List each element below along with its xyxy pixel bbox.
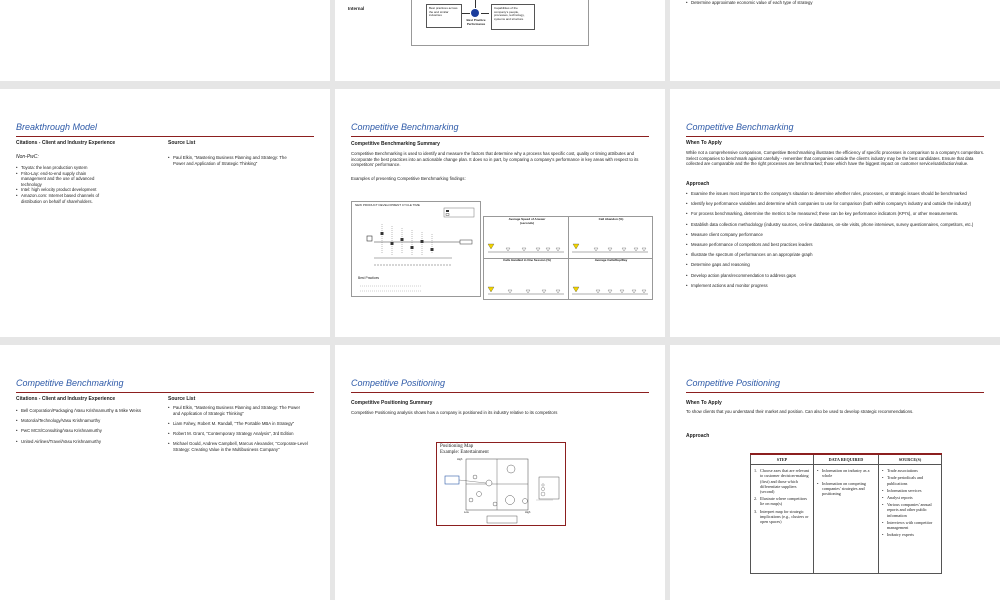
table-step: 1. Choose axes that are relevant to customer decision-making (first) and those which differentiate suppliers (second) (754, 468, 810, 495)
data-point (391, 242, 394, 245)
summary-heading: Competitive Positioning Summary (351, 400, 433, 406)
when-to-apply-text: While not a comprehensive comparison, Competitive Benchmarking illustrates the efficiency of specific processes in comparison to a company's competitors. Select companies to benchmark against carefully - remember that companies outside the client's industry may be the best candidates. Ensure that data collected are comparable and the the right processes are benchmarked; those which have the biggest impact on customer service/satisfaction/value. (686, 150, 985, 167)
slide-title: Competitive Positioning (351, 378, 446, 388)
best-practices-label: Best Practices (358, 276, 380, 280)
list-item: • Motorola/Technology/Vasu Krishnamurthy (16, 418, 144, 424)
list-item: • Measure client company performance (686, 232, 986, 238)
citations-heading: Citations - Client and Industry Experience (16, 140, 116, 146)
list-item: • Various companies' annual reports and other public information (882, 502, 938, 518)
approach-heading: Approach (686, 433, 710, 439)
y-axis-high-label: High (457, 458, 463, 461)
economic-value-bullet: • Determine approximate economic value of each type of strategy (686, 0, 986, 6)
capabilities-box: Capabilities of the company's people, processes, technology, systems and structure (491, 4, 535, 30)
map-note-box (487, 516, 517, 523)
quadrant-2-marks (572, 244, 648, 252)
list-item: • United Airlines/Travel/Vasu Krishnamurthy (16, 439, 144, 445)
list-item: • Establish data collection methodology (industry sources, on-line databases, on-site visits, phone interviews, survey questionnaires, competitors, etc.) (686, 222, 986, 228)
list-item: • Trade periodicals and publications (882, 475, 938, 485)
list-item: • Implement actions and monitor progress (686, 283, 986, 289)
positioning-map (436, 442, 566, 526)
cycle-time-chart (351, 201, 481, 297)
competitor-bubble (486, 480, 492, 486)
title-rule (351, 392, 649, 393)
list-item: • Interviews with competitor management (882, 520, 938, 530)
data-point (421, 240, 424, 243)
call-abandon-title: Call Abandon (%) (598, 217, 624, 221)
data-cell (814, 465, 879, 574)
arrow-right-icon (462, 13, 470, 14)
client-triangle-icon (488, 244, 494, 249)
citation-list (16, 408, 144, 449)
when-to-apply-text: To show clients that you understand their market and position. Can also be used to develop strategic recommendations. (686, 409, 914, 414)
source-list-heading: Source List (168, 396, 196, 402)
arrow-up-icon (475, 0, 476, 8)
title-rule (16, 136, 314, 137)
slide-title: Competitive Benchmarking (686, 122, 794, 132)
competitor-bubble (493, 502, 497, 506)
col-header-sources: SOURCE(S) (878, 454, 941, 465)
slide-positioning-summary (335, 345, 665, 600)
col-header-data: DATA REQUIRED (814, 454, 879, 465)
arrow-left-icon (481, 13, 489, 14)
list-item: • Paul Elkin, "Mastering Business Planning and Strategy: The Power and Application of Strategic Thinking" (168, 405, 308, 416)
list-item: • Develop action plans/recommendation to address gaps (686, 273, 986, 279)
list-item: • Information on competing companies' strategies and positioning (817, 481, 875, 497)
summary-paragraph: Competitive Benchmarking is used to identify and measure the factors that determine why a process has specific cost, quality or timing attributes and incorporate the best practices into an actionable change plan. It does so in part, by comparing a company's performance in key areas with respect to its competitors' performance. (351, 151, 639, 168)
call-center-marks (484, 217, 652, 299)
competitor-bubble (477, 492, 482, 497)
list-item: • Information services (882, 488, 938, 493)
map-marks (437, 443, 565, 525)
slide-top-right (670, 0, 1000, 81)
cycle-time-plot (352, 202, 480, 296)
competitor-bubble (469, 498, 473, 502)
list-item: • Information on industry as a whole (817, 468, 875, 478)
list-item: • Michael Gould, Andrew Campbell, Marcus Alexander, "Corporate-Level Strategy: Creating Value in the Multibusiness Company" (168, 441, 308, 452)
quadrant-1-marks (488, 244, 564, 252)
steps-cell (751, 465, 814, 574)
list-item: • Trade associations (882, 468, 938, 473)
list-item: • Paul Elkin, "Mastering Business Planning and Strategy: The Power and Application of Strategic Thinking" (168, 155, 288, 166)
strategy-diagram (348, 0, 589, 46)
list-item: • PwC MCS/Consulting/Vasu Krishnamurthy (16, 428, 144, 434)
approach-heading: Approach (686, 181, 710, 187)
slide-title: Breakthrough Model (16, 122, 98, 132)
slide-top-left (0, 0, 330, 81)
list-item: • Toyota: the lean production system (16, 165, 106, 171)
data-point (381, 232, 384, 235)
slide-benchmarking-summary (335, 89, 665, 337)
quadrant-4-marks (572, 287, 648, 294)
approach-table (750, 453, 942, 574)
list-item: • For process benchmarking, determine the metrics to be measured; these can be key performance indicators (KPI's), or other measurements. (686, 211, 986, 217)
calls-per-rep-title: Average Calls/Rep/Day (594, 258, 628, 262)
title-rule (16, 392, 314, 393)
list-item: • Robert M. Grant, "Contemporary Strategy Analysis", 3rd Edition (168, 431, 308, 437)
title-rule (686, 392, 984, 393)
slide-title: Competitive Benchmarking (16, 378, 124, 388)
chart-title: NEW PRODUCT DEVELOPMENT CYCLE TIME (355, 203, 420, 207)
map-subtitle: Example: Entertainment (440, 450, 489, 455)
examples-text: Examples of presenting Competitive Benchmarking findings: (351, 176, 466, 181)
call-center-chart (483, 216, 653, 300)
table-step: 2. Illustrate where competitors lie on map(s) (754, 496, 807, 507)
best-practice-performance-label: Best Practice Performance (466, 18, 486, 26)
list-item: • Examine the issues most important to the company's situation to determine whether roles, processes, or strategic issues should be benchmarked (686, 191, 986, 197)
data-point (411, 246, 414, 249)
legend-swatch (446, 214, 449, 216)
citations-heading: Citations - Client and Industry Experience (16, 396, 116, 402)
x-axis-high-label: High (525, 511, 531, 514)
list-item: • Bell Corporation/Packaging /Vasu Krishnamurthy & Mike Weiss (16, 408, 144, 414)
callout-line (459, 480, 486, 483)
list-item: • Amazon.com: Internet based channels of distribution on behalf of shareholders. (16, 193, 106, 204)
competitor-bubble (506, 496, 515, 505)
data-point (401, 238, 404, 241)
source-list (168, 405, 308, 457)
legend-swatch (446, 210, 449, 212)
slide-positioning-approach (670, 345, 1000, 600)
list-item: • Determine gaps and reasoning (686, 262, 986, 268)
list-item: • Industry experts (882, 532, 938, 537)
map-title: Positioning Map (440, 444, 474, 449)
when-to-apply-heading: When To Apply (686, 400, 722, 406)
table-row (751, 465, 942, 574)
list-item: • Analyst reports (882, 495, 938, 500)
slide-benchmarking-approach (670, 89, 1000, 337)
table-step: 3. Interpret map for strategic implications (e.g., clusters or open spaces) (754, 508, 809, 525)
x-axis-low-label: Low (464, 511, 469, 514)
col-header-step: STEP (751, 454, 814, 465)
client-callout (445, 476, 459, 484)
list-item: • Intel: high velocity product development (16, 187, 106, 193)
source-list-heading: Source List (168, 140, 196, 146)
slide-breakthrough-model (0, 89, 330, 337)
title-rule (351, 136, 649, 137)
slide-top-middle (335, 0, 665, 81)
list-item: • Liam Fahey, Robert M. Randall, "The Portable MBA in Strategy" (168, 421, 308, 427)
performance-circle-icon (471, 9, 479, 17)
list-item: • Illustrate the spectrum of performances on an appropriate graph (686, 252, 986, 258)
sources-cell (878, 465, 941, 574)
callout-box (460, 240, 472, 244)
non-pwc-heading: Non-PwC: (16, 154, 39, 160)
list-item: • Identify key performance variables and determine which companies to use for comparison (both within company's industry and outside the industry) (686, 201, 986, 207)
when-to-apply-heading: When To Apply (686, 140, 722, 146)
slide-title: Competitive Positioning (686, 378, 781, 388)
competitor-bubble (507, 465, 515, 473)
approach-steps (686, 191, 986, 293)
competitor-bubble (473, 475, 477, 479)
citation-list (16, 165, 106, 204)
competitor-bubble (523, 499, 528, 504)
source-list (168, 155, 288, 166)
list-item: • Frito-Lay: end-to-end supply chain management and the use of advanced technology (16, 171, 106, 188)
data-point (431, 248, 434, 251)
slide-title: Competitive Benchmarking (351, 122, 459, 132)
calls-handled-title: Calls Handled in One Session (%) (503, 258, 551, 262)
best-practices-box: Best practices across the and similar industries (426, 4, 462, 28)
slide-benchmarking-citations (0, 345, 330, 600)
title-rule (686, 136, 984, 137)
list-item: • Measure performance of competitors and best practices leaders (686, 242, 986, 248)
quadrant-3-marks (488, 287, 564, 294)
internal-label: Internal (348, 6, 365, 11)
client-marker (367, 236, 372, 241)
summary-paragraph: Competitive Positioning analysis shows how a company is positioned in its industry relative to its competitors (351, 410, 558, 415)
summary-heading: Competitive Benchmarking Summary (351, 141, 440, 147)
speed-of-answer-title: Average Speed of Answer (seconds) (508, 217, 546, 225)
